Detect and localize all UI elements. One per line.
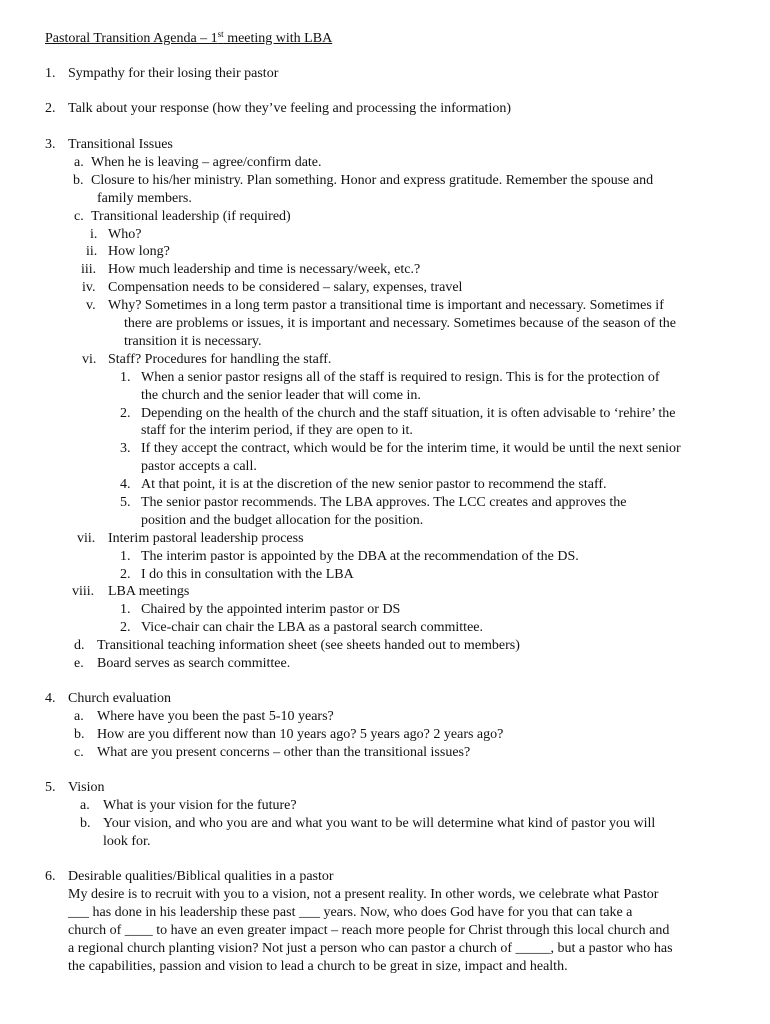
item-4-number: 4.	[45, 691, 56, 706]
item-3c-vi-5-line1: The senior pastor recommends. The LBA approves. The LCC creates and approves the	[141, 495, 627, 510]
item-3c-viii-2-text: Vice-chair can chair the LBA as a pastoral search committee.	[141, 620, 484, 635]
item-4a-text: Where have you been the past 5-10 years?	[97, 709, 334, 724]
item-4c-text: What are you present concerns – other than the transitional issues?	[97, 745, 471, 760]
item-3c-vi-2-line1: Depending on the health of the church and the staff situation, it is often advisable to ‘rehire’ the	[141, 406, 676, 421]
item-3c-vi-4-number: 4.	[120, 477, 131, 492]
item-5-number: 5.	[45, 780, 56, 795]
item-3c-vii-2-text: I do this in consultation with the LBA	[141, 567, 354, 582]
item-3c-v-number: v.	[86, 298, 96, 313]
item-3c-vi-number: vi.	[82, 352, 97, 367]
item-3c-iii-number: iii.	[81, 262, 97, 277]
item-3e-text: Board serves as search committee.	[97, 656, 291, 671]
item-3c-i-text: Who?	[108, 227, 142, 242]
item-3c-v-line2: there are problems or issues, it is important and necessary. Sometimes because of the season of the	[124, 316, 676, 331]
item-3c-iv-text: Compensation needs to be considered – salary, expenses, travel	[108, 280, 463, 295]
item-3c-viii-1-text: Chaired by the appointed interim pastor or DS	[141, 602, 401, 617]
item-2-text: Talk about your response (how they’ve feeling and processing the information)	[68, 101, 512, 116]
item-4b-number: b.	[74, 727, 85, 742]
item-3d-number: d.	[74, 638, 85, 653]
item-3c-number: c.	[74, 209, 84, 224]
item-5b-number: b.	[80, 816, 91, 831]
item-3-number: 3.	[45, 137, 56, 152]
item-5a-text: What is your vision for the future?	[103, 798, 297, 813]
item-2-number: 2.	[45, 101, 56, 116]
item-3c-vi-4-line1: At that point, it is at the discretion of the new senior pastor to recommend the staff.	[141, 477, 607, 492]
item-4a-number: a.	[74, 709, 84, 724]
item-3c-i-number: i.	[90, 227, 98, 242]
item-6-paragraph-line5: the capabilities, passion and vision to lead a church to be great in size, impact and health.	[68, 959, 568, 974]
item-3c-vi-1-line1: When a senior pastor resigns all of the staff is required to resign. This is for the protection of	[141, 370, 660, 385]
item-6-paragraph-line4: a regional church planting vision? Not just a person who can pastor a church of _____, but a pastor who has	[68, 941, 673, 956]
item-3c-ii-text: How long?	[108, 244, 170, 259]
item-3c-viii-1-number: 1.	[120, 602, 131, 617]
item-3e-number: e.	[74, 656, 84, 671]
item-5b-line1: Your vision, and who you are and what you want to be will determine what kind of pastor you will	[103, 816, 656, 831]
item-3c-viii-2-number: 2.	[120, 620, 131, 635]
item-3b-line1: Closure to his/her ministry. Plan something. Honor and express gratitude. Remember the spouse and	[91, 173, 654, 188]
item-6-paragraph-line3: church of ____ to have an even greater impact – reach more people for Christ through this local church and	[68, 923, 670, 938]
item-3c-v-line1: Why? Sometimes in a long term pastor a transitional time is important and necessary. Sometimes if	[108, 298, 664, 313]
item-3c-v-line3: transition it is necessary.	[124, 334, 262, 349]
item-3c-vii-1-text: The interim pastor is appointed by the DBA at the recommendation of the DS.	[141, 549, 579, 564]
item-5-text: Vision	[68, 780, 105, 795]
item-3c-vii-2-number: 2.	[120, 567, 131, 582]
item-5b-line2: look for.	[103, 834, 151, 849]
item-3c-vii-number: vii.	[77, 531, 96, 546]
item-6-number: 6.	[45, 869, 56, 884]
item-3c-iii-text: How much leadership and time is necessary/week, etc.?	[108, 262, 421, 277]
item-3c-vi-2-line2: staff for the interim period, if they are open to it.	[141, 423, 413, 438]
title-superscript: st	[217, 29, 224, 39]
item-3c-vi-5-line2: position and the budget allocation for the position.	[141, 513, 424, 528]
item-3c-vi-3-number: 3.	[120, 441, 131, 456]
item-4-text: Church evaluation	[68, 691, 172, 706]
item-3c-vi-1-line2: the church and the senior leader that will come in.	[141, 388, 421, 403]
item-3c-iv-number: iv.	[82, 280, 96, 295]
item-3a-number: a.	[74, 155, 84, 170]
item-4b-text: How are you different now than 10 years ago? 5 years ago? 2 years ago?	[97, 727, 504, 742]
item-4c-number: c.	[74, 745, 84, 760]
item-3c-vi-3-line2: pastor accepts a call.	[141, 459, 257, 474]
item-6-paragraph-line2: ___ has done in his leadership these past ___ years. Now, who does God have for you that can take a	[68, 905, 633, 920]
item-3c-vi-5-number: 5.	[120, 495, 131, 510]
item-1-number: 1.	[45, 66, 56, 81]
item-1-text: Sympathy for their losing their pastor	[68, 66, 279, 81]
item-3c-vi-text: Staff? Procedures for handling the staff.	[108, 352, 332, 367]
item-3c-vi-2-number: 2.	[120, 406, 131, 421]
item-3a-text: When he is leaving – agree/confirm date.	[91, 155, 322, 170]
item-3c-vi-1-number: 1.	[120, 370, 131, 385]
item-3c-ii-number: ii.	[86, 244, 98, 259]
item-6-paragraph-line1: My desire is to recruit with you to a vision, not a present reality. In other words, we celebrate what Pastor	[68, 887, 659, 902]
item-3c-vii-text: Interim pastoral leadership process	[108, 531, 304, 546]
item-3d-text: Transitional teaching information sheet (see sheets handed out to members)	[97, 638, 520, 653]
item-5a-number: a.	[80, 798, 90, 813]
title-suffix: meeting with LBA	[223, 31, 333, 46]
item-3c-vi-3-line1: If they accept the contract, which would be for the interim time, it would be until the next senior	[141, 441, 681, 456]
item-3b-line2: family members.	[97, 191, 192, 206]
item-3c-viii-number: viii.	[72, 584, 95, 599]
item-3c-viii-text: LBA meetings	[108, 584, 190, 599]
item-6-text: Desirable qualities/Biblical qualities in a pastor	[68, 869, 334, 884]
item-3c-vii-1-number: 1.	[120, 549, 131, 564]
item-3c-text: Transitional leadership (if required)	[91, 209, 291, 224]
title-text: Pastoral Transition Agenda – 1	[45, 31, 218, 46]
document-title	[45, 30, 332, 47]
item-3b-number: b.	[73, 173, 84, 188]
item-3-text: Transitional Issues	[68, 137, 173, 152]
